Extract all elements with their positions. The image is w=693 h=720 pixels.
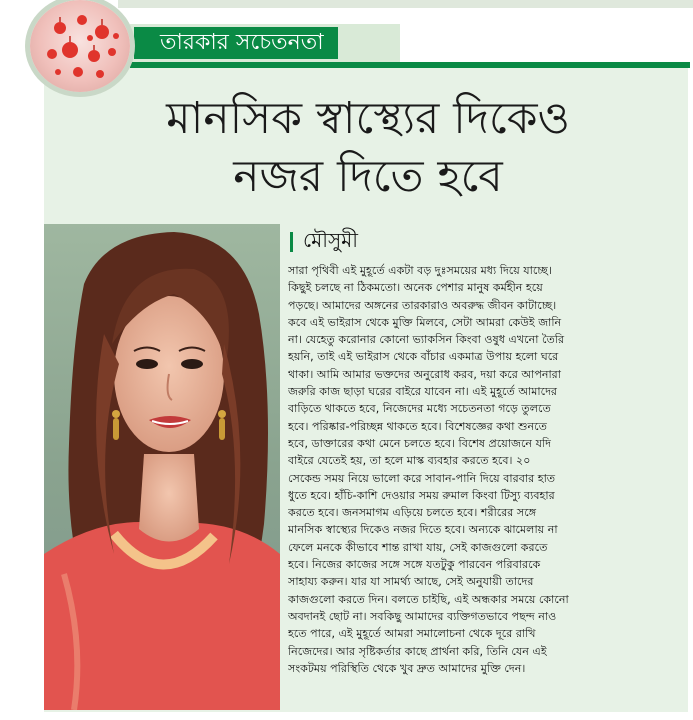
byline (290, 226, 358, 254)
body-line: সারা পৃথিবী এই মুহূর্তে একটা বড় দুঃসময়ের মধ্য দিয়ে যাচ্ছে। (288, 264, 552, 277)
body-line: জরুরি কাজ ছাড়া ঘরের বাইরে যাবেন না। এই মুহূর্তে আমাদের (288, 385, 558, 399)
section-rule (130, 62, 690, 68)
body-line: করতে হবে। জনসমাগম এড়িয়ে চলতে হবে। শরীরের সঙ্গে (288, 506, 537, 520)
body-line: নিজেদের। আর সৃষ্টিকর্তার কাছে প্রার্থনা করি, তিনি যেন এই (288, 644, 547, 658)
body-line: বাড়িতে থাকতে হবে, নিজেদের মধ্যে সচেতনতা গড়ে তুলতে (288, 402, 551, 416)
body-line: হতে পারে, এই মুহূর্তে আমরা সমালোচনা থেকে দূরে রাখি (288, 627, 536, 641)
body-line: সংকটময় পরিস্থিতি থেকে খুব দ্রুত আমাদের মুক্তি দেন। (288, 661, 526, 675)
body-line: হবে। পরিষ্কার-পরিচ্ছন্ন থাকতে হবে। বিশেষজ্ঞের কথা শুনতে (288, 419, 547, 433)
body-line: হবে, ডাক্তারের কথা মেনে চলতে হবে। বিশেষ প্রয়োজনে যদি (288, 436, 551, 450)
body-line: অবদানই ছোট না। সবকিছু আমাদের ব্যক্তিগতভাবে পছন্দ নাও (288, 609, 557, 623)
body-line: সাহায্য করুন। যার যা সামর্থ্য আছে, সেই অনুযায়ী তাদের (288, 575, 534, 589)
body-line: থাকা। আমি আমার ভক্তদের অনুরোধ করব, দয়া করে আপনারা (288, 367, 562, 381)
body-line: বাইরে যেতেই হয়, তা হলে মাস্ক ব্যবহার করতে হবে। ২০ (288, 454, 531, 468)
coronavirus-graphic (30, 0, 130, 92)
coronavirus-icon (30, 0, 130, 92)
body-line: কবে এই ভাইরাস থেকে মুক্তি মিলবে, সেটা আমরা কেউই জানি (288, 315, 562, 329)
body-line: ধুতে হবে। হাঁচি-কাশি দেওয়ার সময় রুমাল কিংবা টিস্যু ব্যবহার (288, 488, 555, 502)
body-line: কিছুই চলছে না ঠিকমতো। অনেক পেশার মানুষ কর্মহীন হয়ে (288, 281, 543, 295)
body-line: পড়ছে। আমাদের অঙ্গনের তারকারাও অবরুদ্ধ জীবন কাটাচ্ছে। (288, 298, 557, 312)
body-line: না। যেহেতু করোনার কোনো ভ্যাকসিন কিংবা ওষুধ এখনো তৈরি (288, 333, 565, 347)
body-line: কাজগুলো করতে দিন। বলতে চাইছি, এই অন্ধকার সময়ে কোনো (288, 592, 569, 606)
body-line: হয়নি, তাই এই ভাইরাস থেকে বাঁচার একমাত্র উপায় হলো ঘরে (288, 350, 559, 364)
body-line: মানসিক স্বাস্থ্যের দিকেও নজর দিতে হবে। অন্যকে ঝামেলায় না (288, 523, 558, 537)
body-line: সেকেন্ড সময় নিয়ে ভালো করে সাবান-পানি দিয়ে বারবার হাত (288, 471, 556, 485)
top-rule (118, 0, 693, 8)
body-line: ফেলে মনকে কীভাবে শান্ত রাখা যায়, সেই কাজগুলো করতে (288, 540, 548, 554)
headline-line-1: মানসিক স্বাস্থ্যের দিকেও (166, 93, 570, 144)
portrait-photo (44, 224, 280, 710)
section-label: তারকার সচেতনতা (134, 27, 338, 59)
headline-line-2: নজর দিতে হবে (233, 151, 503, 202)
headline (50, 90, 686, 206)
article-body (288, 262, 680, 677)
author-name: মৌসুমী (303, 228, 358, 252)
byline-marker (290, 232, 293, 252)
portrait-illustration (44, 224, 280, 710)
body-line: হবে। নিজের কাজের সঙ্গে সঙ্গে যতটুকু পারবেন পরিবারকে (288, 558, 541, 572)
